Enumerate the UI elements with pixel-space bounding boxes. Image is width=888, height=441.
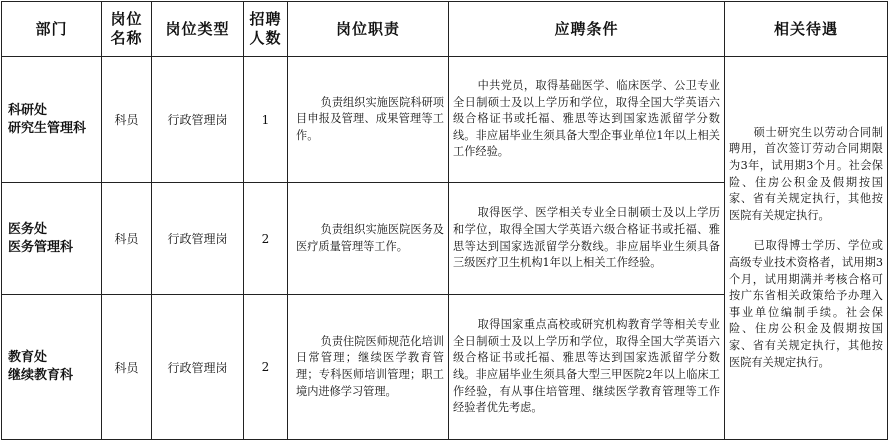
duties-cell: 负责组织实施医院科研项目申报及管理、成果管理等工作。 [288, 57, 449, 183]
dept-cell: 医务处 医务管理科 [2, 183, 102, 295]
post-name-cell: 科员 [102, 295, 152, 440]
header-benefits: 相关待遇 [725, 2, 888, 57]
header-requirements: 应聘条件 [449, 2, 725, 57]
post-name-cell: 科员 [102, 57, 152, 183]
count-cell: 1 [244, 57, 288, 183]
count-cell: 2 [244, 295, 288, 440]
header-post-name: 岗位 名称 [102, 2, 152, 57]
post-name-cell: 科员 [102, 183, 152, 295]
benefits-cell [725, 57, 888, 440]
requirements-cell: 取得国家重点高校或研究机构教育学等相关专业全日制硕士及以上学历和学位，取得全国大学英语六级合格证书或托福、雅思等达到国家选派留学分数线。非应届毕业生须具备大型三甲医院2年以上临床工作经验，有从事住培管理、继续医学教育管理等工作经验者优先考虑。 [449, 295, 725, 440]
requirements-cell: 取得医学、医学相关专业全日制硕士及以上学历和学位，取得全国大学英语六级合格证书或托福、雅思等达到国家选派留学分数线。非应届毕业生须具备三级医疗卫生机构1年以上相关工作经验。 [449, 183, 725, 295]
benefits-para-1: 硕士研究生以劳动合同制聘用，首次签订劳动合同期限为3年，试用期3个月。社会保险、住房公积金及假期按国家、省有关规定执行，其他按医院有关规定执行。 [729, 125, 883, 222]
header-post-type: 岗位类型 [152, 2, 244, 57]
dept-cell: 科研处 研究生管理科 [2, 57, 102, 183]
duties-cell: 负责住院医师规范化培训日常管理；继续医学教育管理；专科医师培训管理；职工境内进修学习管理。 [288, 295, 449, 440]
benefits-para-2: 已取得博士学历、学位或高级专业技术资格者，试用期3个月，试用期满并考核合格可按广东省相关政策给予办理入事业单位编制手续。社会保险、住房公积金及假期按国家、省有关规定执行，其他按医院有关规定执行。 [729, 239, 883, 369]
header-count: 招聘 人数 [244, 2, 288, 57]
header-row [2, 2, 888, 57]
duties-cell: 负责组织实施医院医务及医疗质量管理等工作。 [288, 183, 449, 295]
requirements-cell: 中共党员，取得基础医学、临床医学、公卫专业全日制硕士及以上学历和学位，取得全国大学英语六级合格证书或托福、雅思等达到国家选派留学分数线。非应届毕业生须具备大型企事业单位1年以上相关工作经验。 [449, 57, 725, 183]
post-type-cell: 行政管理岗 [152, 295, 244, 440]
header-dept: 部门 [2, 2, 102, 57]
table-row [2, 57, 888, 183]
post-type-cell: 行政管理岗 [152, 57, 244, 183]
count-cell: 2 [244, 183, 288, 295]
recruitment-table [1, 1, 888, 440]
post-type-cell: 行政管理岗 [152, 183, 244, 295]
dept-cell: 教育处 继续教育科 [2, 295, 102, 440]
header-duties: 岗位职责 [288, 2, 449, 57]
